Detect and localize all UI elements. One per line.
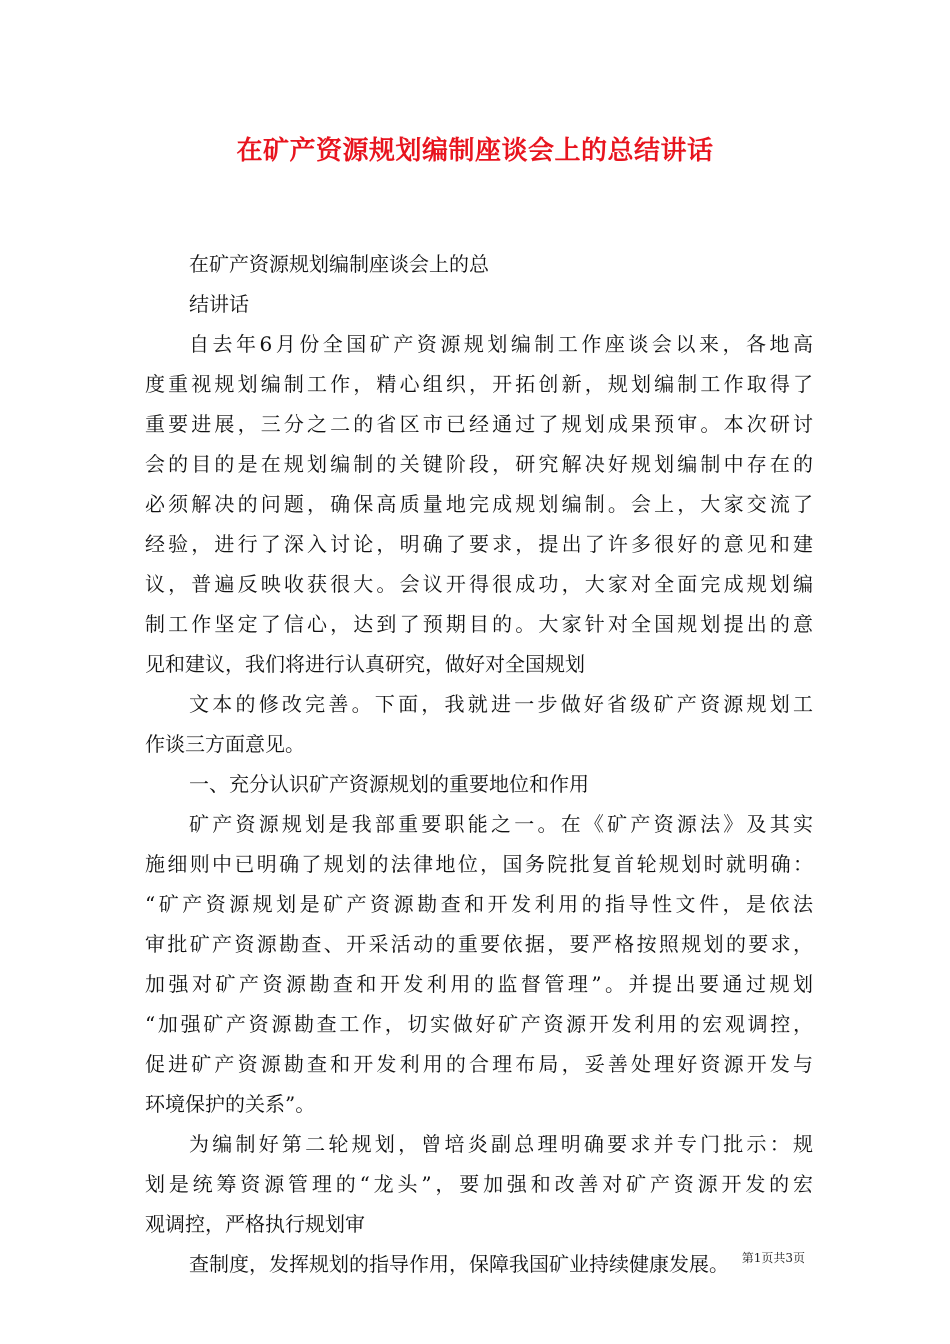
text-line: 在矿产资源规划编制座谈会上的总 <box>189 252 489 276</box>
text-line: 矿产资源规划是我部重要职能之一。在《矿产资源法》及其实 <box>189 812 813 836</box>
text-line: 审批矿产资源勘查、开采活动的重要依据，要严格按照规划的要求， <box>145 932 813 956</box>
text-line: “加强矿产资源勘查工作，切实做好矿产资源开发利用的宏观调控， <box>145 1012 813 1036</box>
text-line: 见和建议，我们将进行认真研究，做好对全国规划 <box>145 652 585 676</box>
text-line: 观调控，严格执行规划审 <box>145 1212 365 1236</box>
text-line: 结讲话 <box>189 292 249 316</box>
text-line: 加强对矿产资源勘查和开发利用的监督管理”。并提出要通过规划 <box>145 972 813 996</box>
text-line: 重要进展，三分之二的省区市已经通过了规划成果预审。本次研讨 <box>145 412 813 436</box>
text-line: 必须解决的问题，确保高质量地完成规划编制。会上，大家交流了 <box>145 492 813 516</box>
text-line: 经验，进行了深入讨论，明确了要求，提出了许多很好的意见和建 <box>145 532 813 556</box>
text-line: 自去年6月份全国矿产资源规划编制工作座谈会以来，各地高 <box>189 332 813 356</box>
text-line: 促进矿产资源勘查和开发利用的合理布局，妥善处理好资源开发与 <box>145 1052 813 1076</box>
text-line: 作谈三方面意见。 <box>145 732 305 756</box>
text-line: 会的目的是在规划编制的关键阶段，研究解决好规划编制中存在的 <box>145 452 813 476</box>
text-line: 制工作坚定了信心，达到了预期目的。大家针对全国规划提出的意 <box>145 612 813 636</box>
text-line: 为编制好第二轮规划，曾培炎副总理明确要求并专门批示：规 <box>189 1132 813 1156</box>
text-line: 议，普遍反映收获很大。会议开得很成功，大家对全面完成规划编 <box>145 572 813 596</box>
text-line: 文本的修改完善。下面，我就进一步做好省级矿产资源规划工 <box>189 692 813 716</box>
text-line: 环境保护的关系”。 <box>145 1092 316 1116</box>
text-line: 划是统筹资源管理的“龙头”，要加强和改善对矿产资源开发的宏 <box>145 1172 813 1196</box>
text-line: 度重视规划编制工作，精心组织，开拓创新，规划编制工作取得了 <box>145 372 813 396</box>
text-line: 查制度，发挥规划的指导作用，保障我国矿业持续健康发展。 <box>189 1252 729 1276</box>
page-footer: 第1页共3页 <box>741 1251 805 1265</box>
document-title: 在矿产资源规划编制座谈会上的总结讲话 <box>236 136 714 166</box>
text-line: 施细则中已明确了规划的法律地位，国务院批复首轮规划时就明确： <box>145 852 813 876</box>
text-line: 一、充分认识矿产资源规划的重要地位和作用 <box>189 772 589 796</box>
text-line: “矿产资源规划是矿产资源勘查和开发利用的指导性文件，是依法 <box>145 892 813 916</box>
document-body <box>145 244 813 1284</box>
